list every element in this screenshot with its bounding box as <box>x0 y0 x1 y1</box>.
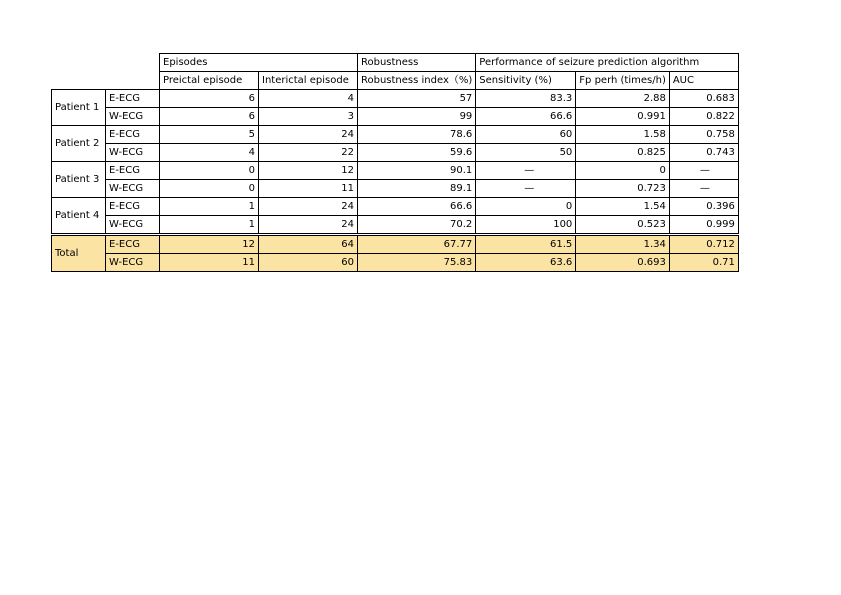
header-interictal[interactable]: Interictal episode <box>259 72 358 90</box>
robustness-cell[interactable]: 67.77 <box>358 235 476 254</box>
table-row <box>52 144 739 162</box>
preictal-cell[interactable]: 1 <box>160 198 259 216</box>
sensitivity-cell[interactable]: 66.6 <box>476 108 576 126</box>
table-row <box>52 162 739 180</box>
auc-cell[interactable]: 0.743 <box>669 144 738 162</box>
ecg-type[interactable]: W-ECG <box>106 108 160 126</box>
interictal-cell[interactable]: 24 <box>259 126 358 144</box>
robustness-cell[interactable]: 78.6 <box>358 126 476 144</box>
header-robustness[interactable]: Robustness <box>358 54 476 72</box>
auc-cell[interactable]: 0.71 <box>669 254 738 272</box>
ecg-type[interactable]: W-ECG <box>106 180 160 198</box>
header-auc[interactable]: AUC <box>669 72 738 90</box>
interictal-cell[interactable]: 64 <box>259 235 358 254</box>
patient-label[interactable]: Patient 2 <box>52 126 106 162</box>
robustness-cell[interactable]: 66.6 <box>358 198 476 216</box>
table-row <box>52 198 739 216</box>
robustness-cell[interactable]: 75.83 <box>358 254 476 272</box>
auc-cell[interactable]: — <box>669 162 738 180</box>
blank-cell <box>106 54 160 72</box>
ecg-type[interactable]: W-ECG <box>106 144 160 162</box>
sensitivity-cell[interactable]: 60 <box>476 126 576 144</box>
preictal-cell[interactable]: 4 <box>160 144 259 162</box>
robustness-cell[interactable]: 99 <box>358 108 476 126</box>
ecg-type[interactable]: E-ECG <box>106 198 160 216</box>
interictal-cell[interactable]: 60 <box>259 254 358 272</box>
robustness-cell[interactable]: 59.6 <box>358 144 476 162</box>
sensitivity-cell[interactable]: — <box>476 180 576 198</box>
table-row <box>52 180 739 198</box>
fp-cell[interactable]: 0.723 <box>576 180 670 198</box>
fp-cell[interactable]: 0 <box>576 162 670 180</box>
ecg-type[interactable]: E-ECG <box>106 235 160 254</box>
fp-cell[interactable]: 0.693 <box>576 254 670 272</box>
header-preictal[interactable]: Preictal episode <box>160 72 259 90</box>
auc-cell[interactable]: 0.999 <box>669 216 738 235</box>
patient-label[interactable]: Patient 3 <box>52 162 106 198</box>
header-row-groups <box>52 54 739 72</box>
sensitivity-cell[interactable]: 0 <box>476 198 576 216</box>
patient-label[interactable]: Patient 1 <box>52 90 106 126</box>
fp-cell[interactable]: 1.58 <box>576 126 670 144</box>
auc-cell[interactable]: 0.396 <box>669 198 738 216</box>
preictal-cell[interactable]: 6 <box>160 108 259 126</box>
ecg-type[interactable]: W-ECG <box>106 216 160 235</box>
total-label[interactable]: Total <box>52 235 106 272</box>
table-row <box>52 126 739 144</box>
fp-cell[interactable]: 0.825 <box>576 144 670 162</box>
total-row <box>52 235 739 254</box>
results-table <box>51 53 739 272</box>
blank-cell <box>52 54 106 72</box>
interictal-cell[interactable]: 11 <box>259 180 358 198</box>
preictal-cell[interactable]: 0 <box>160 162 259 180</box>
preictal-cell[interactable]: 0 <box>160 180 259 198</box>
preictal-cell[interactable]: 6 <box>160 90 259 108</box>
blank-cell <box>52 72 106 90</box>
sensitivity-cell[interactable]: 61.5 <box>476 235 576 254</box>
preictal-cell[interactable]: 12 <box>160 235 259 254</box>
robustness-cell[interactable]: 70.2 <box>358 216 476 235</box>
auc-cell[interactable]: 0.758 <box>669 126 738 144</box>
fp-cell[interactable]: 0.991 <box>576 108 670 126</box>
table-row <box>52 216 739 235</box>
interictal-cell[interactable]: 3 <box>259 108 358 126</box>
fp-cell[interactable]: 1.34 <box>576 235 670 254</box>
fp-cell[interactable]: 1.54 <box>576 198 670 216</box>
interictal-cell[interactable]: 12 <box>259 162 358 180</box>
header-performance[interactable]: Performance of seizure prediction algorithm <box>476 54 739 72</box>
ecg-type[interactable]: W-ECG <box>106 254 160 272</box>
fp-cell[interactable]: 2.88 <box>576 90 670 108</box>
header-episodes[interactable]: Episodes <box>160 54 358 72</box>
sensitivity-cell[interactable]: 100 <box>476 216 576 235</box>
auc-cell[interactable]: 0.822 <box>669 108 738 126</box>
preictal-cell[interactable]: 5 <box>160 126 259 144</box>
header-fp[interactable]: Fp perh (times/h) <box>576 72 670 90</box>
ecg-type[interactable]: E-ECG <box>106 90 160 108</box>
header-sensitivity[interactable]: Sensitivity (%) <box>476 72 576 90</box>
auc-cell[interactable]: 0.712 <box>669 235 738 254</box>
patient-label[interactable]: Patient 4 <box>52 198 106 235</box>
sensitivity-cell[interactable]: 83.3 <box>476 90 576 108</box>
sensitivity-cell[interactable]: 50 <box>476 144 576 162</box>
sensitivity-cell[interactable]: 63.6 <box>476 254 576 272</box>
ecg-type[interactable]: E-ECG <box>106 126 160 144</box>
header-robustness-index[interactable]: Robustness index（%) <box>358 72 476 90</box>
table-row <box>52 108 739 126</box>
interictal-cell[interactable]: 4 <box>259 90 358 108</box>
preictal-cell[interactable]: 1 <box>160 216 259 235</box>
interictal-cell[interactable]: 22 <box>259 144 358 162</box>
robustness-cell[interactable]: 90.1 <box>358 162 476 180</box>
ecg-type[interactable]: E-ECG <box>106 162 160 180</box>
auc-cell[interactable]: — <box>669 180 738 198</box>
table-row <box>52 90 739 108</box>
robustness-cell[interactable]: 57 <box>358 90 476 108</box>
robustness-cell[interactable]: 89.1 <box>358 180 476 198</box>
total-row <box>52 254 739 272</box>
preictal-cell[interactable]: 11 <box>160 254 259 272</box>
fp-cell[interactable]: 0.523 <box>576 216 670 235</box>
header-row-columns <box>52 72 739 90</box>
blank-cell <box>106 72 160 90</box>
interictal-cell[interactable]: 24 <box>259 216 358 235</box>
auc-cell[interactable]: 0.683 <box>669 90 738 108</box>
interictal-cell[interactable]: 24 <box>259 198 358 216</box>
sensitivity-cell[interactable]: — <box>476 162 576 180</box>
